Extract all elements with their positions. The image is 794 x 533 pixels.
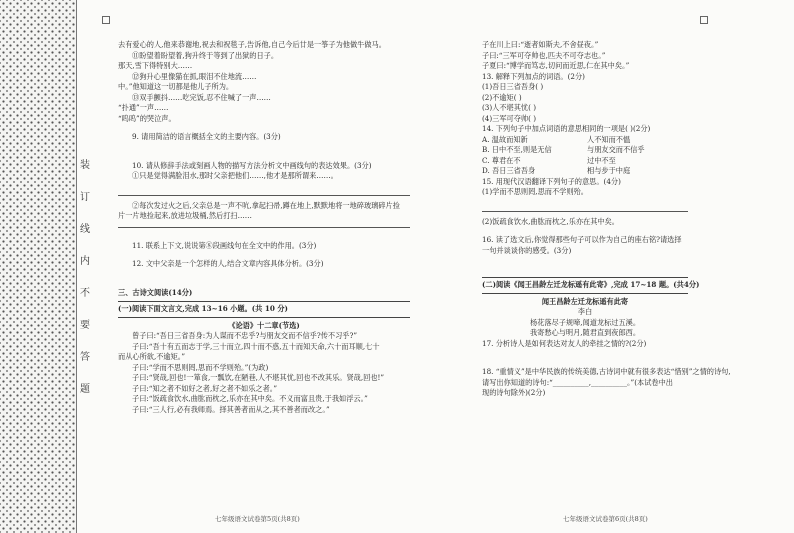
classical-quote: 子曰:“贤哉,回也!一箪食,一瓢饮,在陋巷,人不堪其忧,回也不改其乐。贤哉,回也!” [132,373,385,382]
subsection-box [482,277,700,294]
answer-line [118,195,410,196]
passage-line: 去有爱心的人,他来恭谢地,祝去和祝毯子,告诉他,自己今后廿是一筝子为他做牛做马。 [118,40,386,49]
left-page [118,40,410,415]
classical-quote: 子曰:“饭疏食饮水,曲肱而枕之,乐亦在其中矣。不义而富且贵,于我如浮云。” [132,394,368,403]
right-page [482,40,731,399]
subsection-heading: (一)阅读下面文言文,完成 13~16 小题。(共 10 分) [118,304,288,313]
question-18: 18. “重情义”是中华民族的传统美德,古诗词中就有很多表达“惜别”之情的诗句, [482,367,731,376]
question-13-item: (3)人不堪其忧( ) [482,103,537,112]
page-footer-left: 七年级语文试卷第5页(共8页) [215,515,300,523]
question-10-sentence-1: ①只是觉得满脸泪水,那时父亲把他们……,他才是那所谓来……。 [132,171,338,180]
passage-line: ⑬双手颤抖……吃完饭,忍不住喊了一声…… [132,92,271,102]
classical-quote: 子曰:“三军可夺帅也,匹夫不可夺志也。” [482,50,606,60]
passage-line: “呜呜”的哭泣声。 [118,113,176,123]
classical-quote: 子曰:“三人行,必有我师焉。择其善者而从之,其不善者而改之。” [132,404,330,414]
question-14-option: A. 温故而知新 人不知而不愠 [482,134,631,144]
passage-line: 中。”他知道这一切都是他儿子所为。 [118,82,234,91]
classical-quote: 子夏曰:“博学而笃志,切问而近思,仁在其中矣。” [482,61,630,70]
classical-quote: 曾子曰:“吾日三省吾身:为人谋而不忠乎?与朋友交而不信乎?传不习乎?” [132,331,358,340]
question-13-item: (4)三军可夺帅( ) [482,113,537,123]
subsection-box [118,301,410,318]
question-13-item: (1)吾日三省吾身( ) [482,82,544,91]
question-15-sentence-1: (1)学而不思则罔,思而不学则殆。 [482,187,588,196]
question-10-sentence-2: ②每次发过火之后,父亲总是一声不吭,拿起扫帚,蹲在地上,默默地将一地碎玻璃碎片捡 [132,200,400,210]
answer-line [482,211,688,212]
classical-quote: 子在川上曰:“逝者如斯夫,不舍昼夜。” [482,40,599,49]
seal-line-labels: 装 订 线 内 不 要 答 题 [80,160,90,395]
subsection-heading: (二)阅读《闻王昌龄左迁龙标遥有此寄》,完成 17~18 题。(共4分) [482,280,700,289]
section-heading: 三、古诗文阅读(14分) [118,287,193,297]
classical-quote: 而从心所欲,不逾矩。” [118,352,186,361]
question-14: 14. 下列句子中加点词语的意思相同的一项是( )(2分) [482,124,651,133]
answer-line [118,227,410,228]
question-14-option: C. 尊君在不 过中不至 [482,155,616,165]
page-footer-right: 七年级语文试卷第6页(共8页) [563,515,648,523]
passage-line: ⑫狗升心里像猫在抓,眼泪不住地流…… [132,71,257,81]
question-10-sentence-2-cont: 片一片地捡起来,放进垃圾桶,然后打扫…… [118,211,252,220]
question-17: 17. 分析诗人是如何表达对友人的牵挂之情的?(2分) [482,338,647,348]
passage-title: 《论语》十二章(节选) [228,320,300,330]
question-12: 12. 文中父亲是一个怎样的人,结合文章内容具体分析。(3分) [132,259,324,268]
question-14-option: D. 吾日三省吾身 相与步于中庭 [482,166,631,175]
question-15: 15. 用现代汉语翻译下列句子的意思。(4分) [482,176,621,186]
question-11: 11. 联系上下文,说说第⑧段画线句在全文中的作用。(3分) [132,240,317,250]
question-14-option: B. 日中不至,则是无信 与朋友交而不信乎 [482,145,645,154]
poem-author: 李白 [577,307,593,316]
classical-quote: 子曰:“学而不思则罔,思而不学则殆。”(为政) [132,362,269,372]
poem-line: 杨花落尽子规啼,闻道龙标过五溪。 [529,317,641,327]
passage-line: ⑪盼望着盼望着,狗升终于等到了出狱的日子。 [132,50,279,60]
corner-mark [102,16,110,24]
question-15-sentence-2: (2)饭疏食饮水,曲肱而枕之,乐亦在其中矣。 [482,216,619,226]
classical-quote: 子曰:“知之者不如好之者,好之者不如乐之者。” [132,383,278,393]
question-13-item: (2)不逾矩( ) [482,92,522,102]
question-16: 16. 读了选文后,你觉得那些句子可以作为自己的座右铭?请选择一句并谈谈你的感受。(3分) [482,235,682,255]
question-18-cont: 现的诗句除外)(2分) [482,388,546,397]
corner-mark [700,16,708,24]
passage-line: “扑通”一声…… [118,103,169,112]
question-9: 9. 请用简洁的语言概括全文的主要内容。(3分) [132,132,281,141]
question-10: 10. 请从修辞手法或刻画人物的描写方法分析文中画线句的表达效果。(3分) [132,160,372,170]
poem-line: 我寄愁心与明月,随君直到夜郎西。 [529,328,641,337]
passage-line: 那天,雪下得特别大…… [118,61,193,70]
question-18-cont: 请写出你知道的诗句:“__________,__________。”(本试卷中出 [482,377,673,387]
question-13: 13. 解释下列加点的词语。(2分) [482,71,585,81]
poem-title: 闻王昌龄左迁龙标遥有此寄 [541,296,629,306]
classical-quote: 子曰:“吾十有五而志于学,三十而立,四十而不惑,五十而知天命,六十而耳顺,七十 [132,341,380,351]
